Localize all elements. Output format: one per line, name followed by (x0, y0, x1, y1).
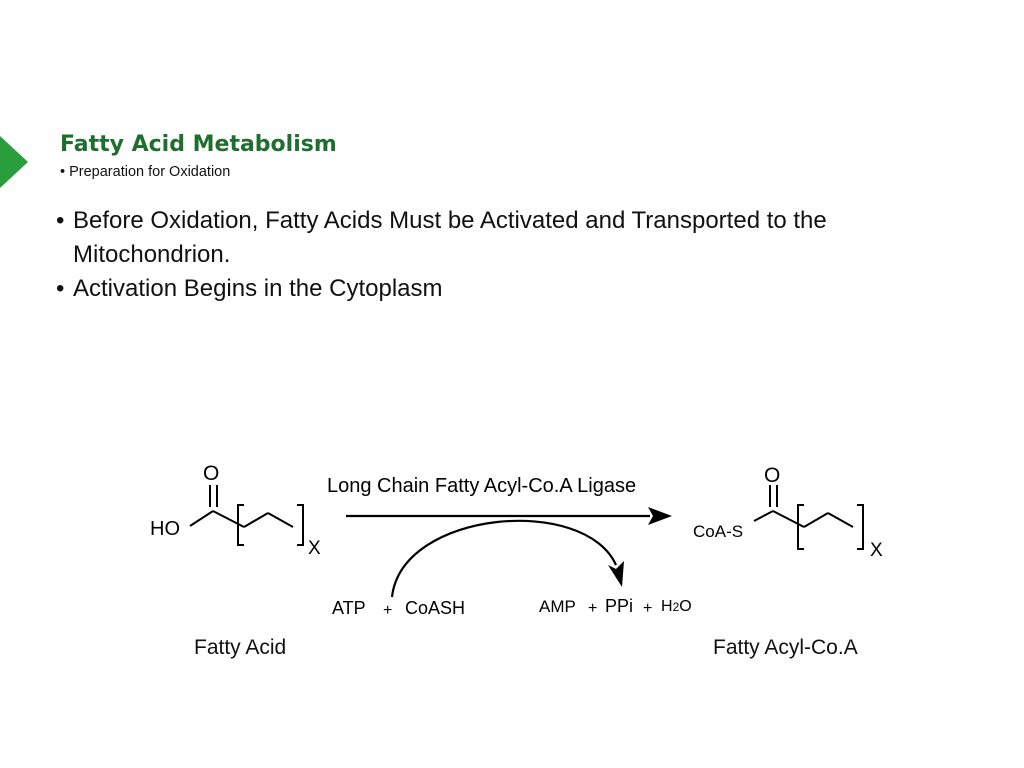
amp-label: AMP (539, 597, 576, 616)
water-h: H (661, 598, 673, 615)
reactant-repeat: X (308, 538, 321, 559)
reactant-hydroxyl: HO (150, 518, 180, 540)
water-o: O (679, 598, 692, 615)
slide-subtitle: • Preparation for Oxidation (60, 164, 231, 180)
plus-sign: + (643, 600, 653, 617)
slide-title: Fatty Acid Metabolism (60, 132, 337, 157)
reaction-diagram (140, 455, 900, 625)
reaction-arrow (346, 507, 672, 525)
ppi-label: PPi (605, 596, 634, 616)
plus-sign: + (383, 602, 393, 619)
product-repeat: X (870, 540, 883, 561)
bullet-item: • Before Oxidation, Fatty Acids Must be Activated and Transported to the Mitochondrion. (56, 204, 986, 272)
slide-marker-arrow (0, 136, 28, 188)
curved-arrow (392, 521, 624, 597)
product-thioester: CoA-S (693, 522, 744, 541)
atp-label: ATP (332, 598, 366, 618)
water-label (661, 598, 692, 615)
plus-sign: + (588, 600, 598, 617)
fatty-acid-label: Fatty Acid (194, 636, 287, 659)
fatty-acyl-coa-label: Fatty Acyl-Co.A (713, 636, 858, 659)
bullet-item: • Activation Begins in the Cytoplasm (56, 272, 986, 306)
enzyme-label: Long Chain Fatty Acyl-Co.A Ligase (327, 475, 637, 497)
reactant-oxygen: O (203, 462, 220, 485)
water-subscript: 2 (672, 600, 680, 614)
fatty-acyl-coa-structure (754, 485, 863, 549)
product-oxygen: O (764, 464, 781, 487)
coash-label: CoASH (405, 598, 466, 618)
bullet-list (56, 204, 986, 306)
fatty-acid-structure (190, 485, 303, 545)
